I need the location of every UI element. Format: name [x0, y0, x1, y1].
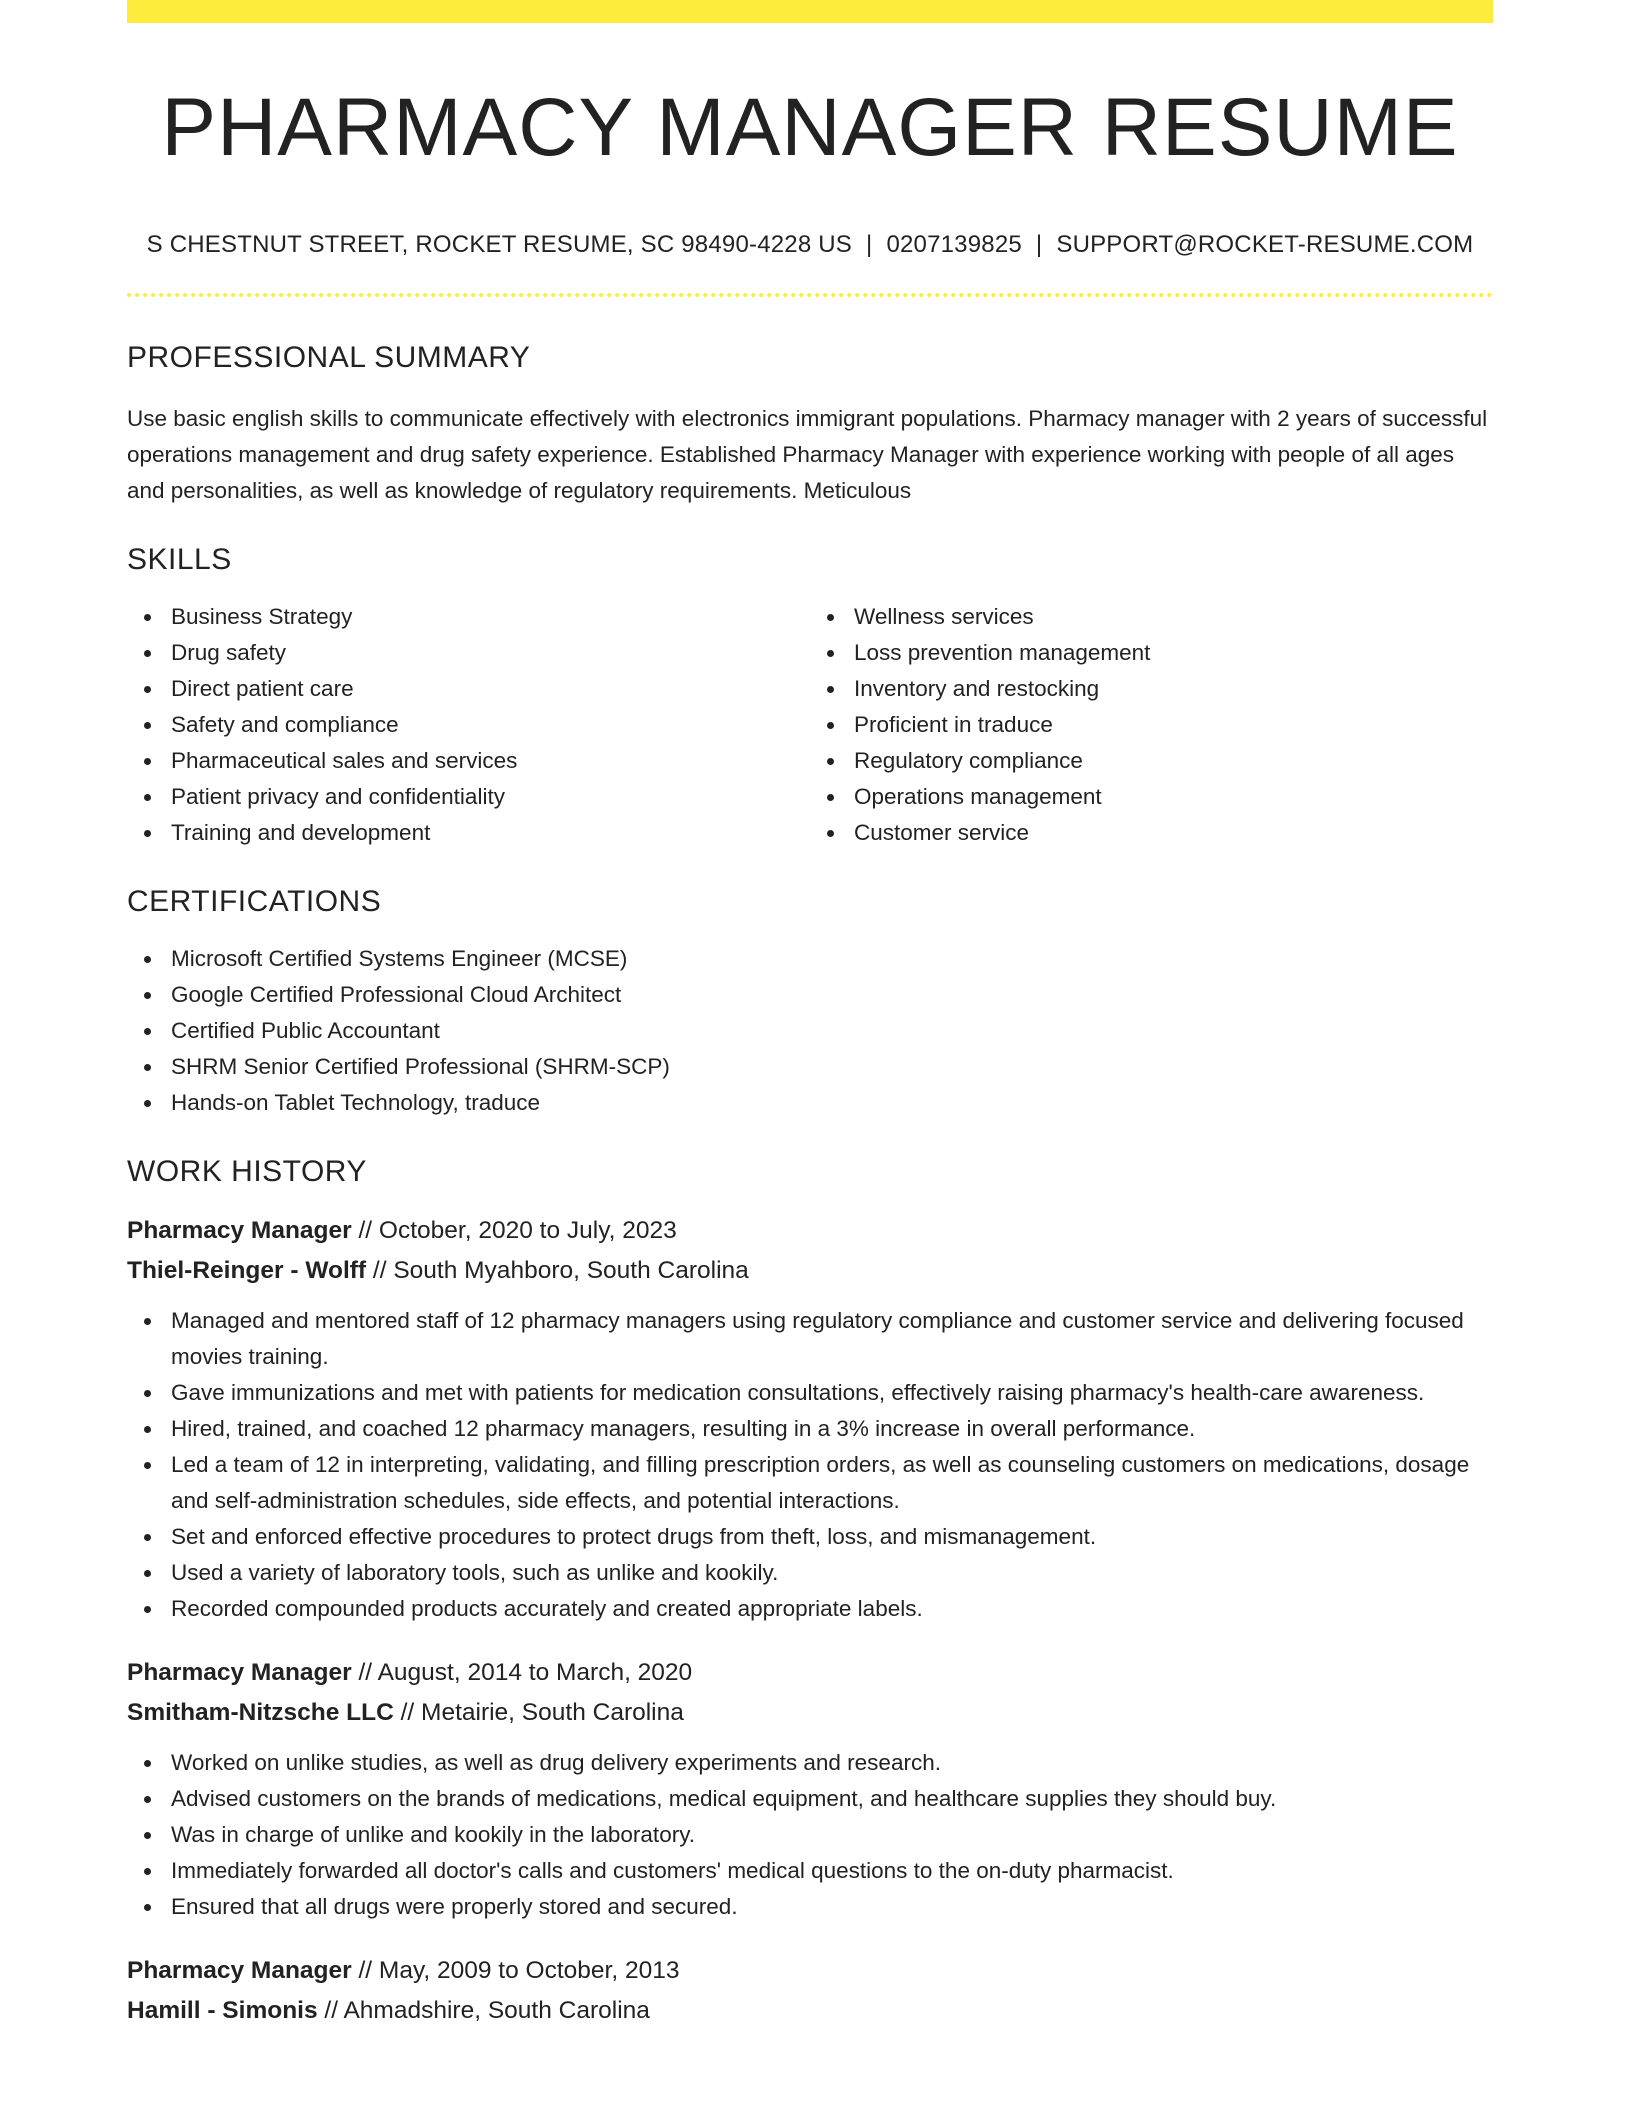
job-title-line [127, 1653, 1493, 1693]
job-title: Pharmacy Manager [127, 1659, 352, 1687]
certifications-heading: CERTIFICATIONS [127, 885, 382, 919]
job-dates: // October, 2020 to July, 2023 [351, 1217, 677, 1245]
certifications-list [127, 941, 1493, 1121]
job-bullet: Immediately forwarded all doctor's calls and customers' medical questions to the on-duty pharmacist. [171, 1853, 1493, 1889]
skill-item: Pharmaceutical sales and services [171, 743, 810, 779]
job-bullet: Recorded compounded products accurately and created appropriate labels. [171, 1591, 1493, 1627]
skill-item: Regulatory compliance [854, 743, 1493, 779]
job-bullet: Worked on unlike studies, as well as drug delivery experiments and research. [171, 1745, 1493, 1781]
job-location: // Metairie, South Carolina [393, 1699, 684, 1727]
contact-email: SUPPORT@ROCKET-RESUME.COM [1056, 231, 1474, 259]
skill-item: Operations management [854, 779, 1493, 815]
job-bullets [127, 1303, 1493, 1627]
skill-item: Business Strategy [171, 599, 810, 635]
contact-address: S CHESTNUT STREET, ROCKET RESUME, SC 98490-4228 US [146, 231, 852, 259]
job-bullet: Advised customers on the brands of medications, medical equipment, and healthcare supplies they should buy. [171, 1781, 1493, 1817]
certification-item: SHRM Senior Certified Professional (SHRM-SCP) [171, 1049, 1493, 1085]
skill-item: Loss prevention management [854, 635, 1493, 671]
job-title: Pharmacy Manager [127, 1957, 352, 1985]
resume-content [127, 23, 1493, 2031]
job-bullet: Led a team of 12 in interpreting, validating, and filling prescription orders, as well as counseling customers on medications, dosage and self-administration schedules, side effects, and potential interactions. [171, 1447, 1493, 1519]
contact-line [127, 231, 1493, 259]
job-title-line [127, 1951, 1493, 1991]
certification-item: Certified Public Accountant [171, 1013, 1493, 1049]
job-bullet: Was in charge of unlike and kookily in the laboratory. [171, 1817, 1493, 1853]
skills-grid [127, 599, 1493, 851]
job-company: Smitham-Nitzsche LLC [127, 1699, 394, 1727]
contact-separator: | [1035, 231, 1043, 259]
job-company-line [127, 1251, 1493, 1291]
job-dates: // August, 2014 to March, 2020 [351, 1659, 693, 1687]
certification-item: Google Certified Professional Cloud Architect [171, 977, 1493, 1013]
skills-list-left [127, 599, 810, 851]
job-entry [127, 1653, 1493, 1925]
skill-item: Inventory and restocking [854, 671, 1493, 707]
skill-item: Proficient in traduce [854, 707, 1493, 743]
accent-bar [127, 0, 1493, 23]
summary-heading: PROFESSIONAL SUMMARY [127, 341, 531, 375]
job-entry [127, 1951, 1493, 2031]
job-company-line [127, 1693, 1493, 1733]
job-bullets [127, 1745, 1493, 1925]
job-bullet: Ensured that all drugs were properly stored and secured. [171, 1889, 1493, 1925]
job-entry [127, 1211, 1493, 1627]
job-company: Thiel-Reinger - Wolff [127, 1257, 367, 1285]
skill-item: Drug safety [171, 635, 810, 671]
job-company-line [127, 1991, 1493, 2031]
skill-item: Wellness services [854, 599, 1493, 635]
job-location: // South Myahboro, South Carolina [366, 1257, 749, 1285]
skill-item: Direct patient care [171, 671, 810, 707]
job-bullet: Set and enforced effective procedures to protect drugs from theft, loss, and mismanagement. [171, 1519, 1493, 1555]
certification-item: Hands-on Tablet Technology, traduce [171, 1085, 1493, 1121]
resume-title: PHARMACY MANAGER RESUME [161, 82, 1459, 173]
job-location: // Ahmadshire, South Carolina [317, 1997, 650, 2025]
skill-item: Safety and compliance [171, 707, 810, 743]
skills-heading: SKILLS [127, 543, 232, 577]
job-bullet: Managed and mentored staff of 12 pharmacy managers using regulatory compliance and customer service and delivering focused movies training. [171, 1303, 1493, 1375]
job-company: Hamill - Simonis [127, 1997, 318, 2025]
skill-item: Customer service [854, 815, 1493, 851]
job-bullet: Used a variety of laboratory tools, such as unlike and kookily. [171, 1555, 1493, 1591]
job-dates: // May, 2009 to October, 2013 [351, 1957, 680, 1985]
certification-item: Microsoft Certified Systems Engineer (MCSE) [171, 941, 1493, 977]
skill-item: Patient privacy and confidentiality [171, 779, 810, 815]
job-bullet: Gave immunizations and met with patients for medication consultations, effectively raising pharmacy's health-care awareness. [171, 1375, 1493, 1411]
job-bullet: Hired, trained, and coached 12 pharmacy managers, resulting in a 3% increase in overall performance. [171, 1411, 1493, 1447]
job-title: Pharmacy Manager [127, 1217, 352, 1245]
contact-phone: 0207139825 [886, 231, 1022, 259]
job-title-line [127, 1211, 1493, 1251]
work-history-heading: WORK HISTORY [127, 1155, 367, 1189]
skill-item: Training and development [171, 815, 810, 851]
skills-list-right [810, 599, 1493, 851]
summary-text: Use basic english skills to communicate effectively with electronics immigrant populations. Pharmacy manager with 2 years of successful operations management and drug safety experience. Established Pharmacy Manager with experience working with people of all ages and personalities, as well as knowledge of regulatory requirements. Meticulous [127, 406, 1488, 504]
header-divider [127, 293, 1493, 297]
contact-separator: | [866, 231, 873, 259]
